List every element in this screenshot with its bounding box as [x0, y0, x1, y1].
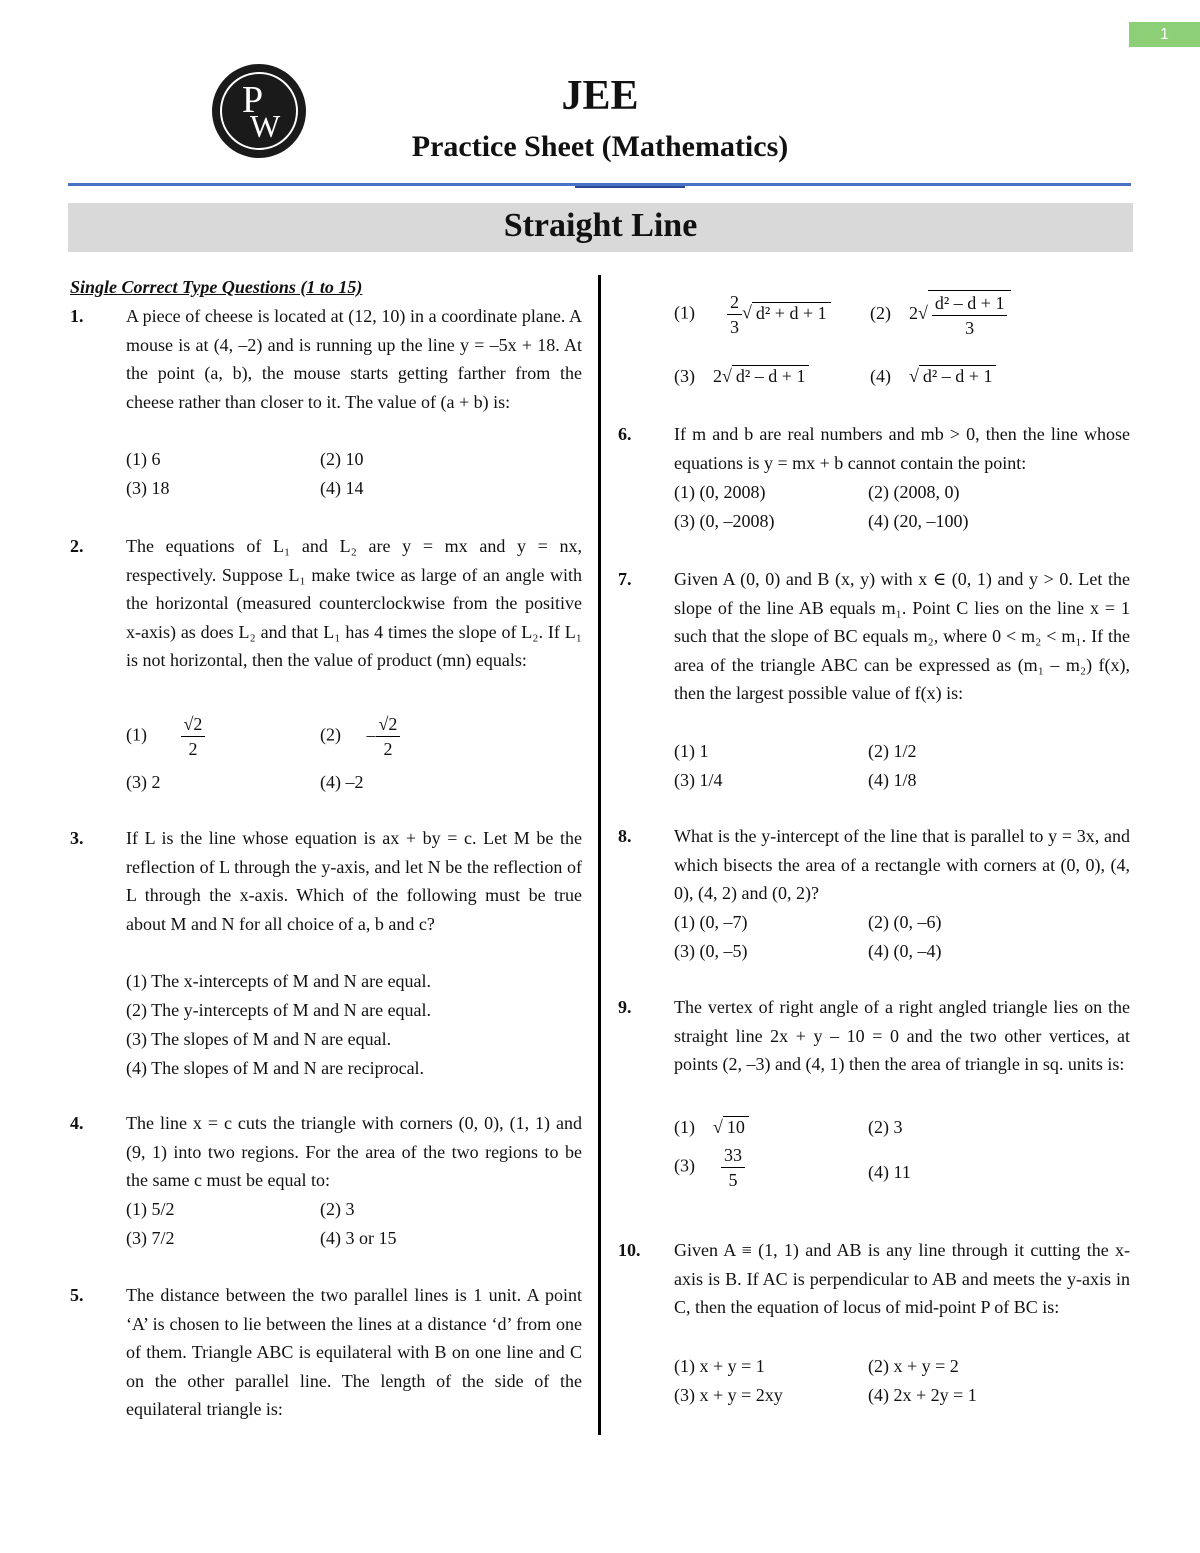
question-number: 10.	[618, 1240, 641, 1260]
question-10	[618, 1236, 1130, 1405]
question-9	[618, 993, 1130, 1190]
question-number: 9.	[618, 997, 632, 1017]
option-2: (2) 3	[868, 1117, 903, 1137]
logo-letter-w: W	[250, 108, 281, 144]
question-number: 3.	[70, 828, 84, 848]
question-text: The line x = c cuts the triangle with corners (0, 0), (1, 1) and (9, 1) into two regions. For the area of the two regions to be the same c must be equal to:	[126, 1113, 582, 1191]
option-4: (4) (0, –4)	[868, 941, 942, 961]
option-3: (3) 18	[126, 478, 170, 498]
question-text: A piece of cheese is located at (12, 10) in a coordinate plane. A mouse is at (4, –2) and is running up the line y = –5x + 18. At the point (a, b), the mouse starts getting farther from the cheese rather than closer to it. The value of (a + b) is:	[126, 306, 582, 412]
option-2: (2) (2008, 0)	[868, 482, 960, 502]
question-text: Given A ≡ (1, 1) and AB is any line through it cutting the x-axis is B. If AC is perpendicular to AB and meets the y-axis in C, then the equation of locus of mid-point P of BC is:	[674, 1240, 1130, 1318]
option-2: (2) (0, –6)	[868, 912, 942, 932]
column-divider	[598, 275, 601, 1435]
question-text: Given A (0, 0) and B (x, y) with x ∈ (0, 1) and y > 0. Let the slope of the line AB equals m₁. Point C lies on the line x = 1 such that the slope of BC equals m₂, where 0 < m₂ < m₁. If the area of the triangle ABC can be expressed as (m₁ – m₂) f(x), then the largest possible value of f(x) is:	[674, 569, 1130, 704]
option-2: (2) 2√ $\frac{\text{d² – d + 1}}{3}$	[870, 290, 1011, 340]
question-1	[70, 302, 582, 498]
option-4: (4) 1/8	[868, 770, 917, 790]
option-4: (4) 2x + 2y = 1	[868, 1385, 977, 1405]
option-1: (1) (0, 2008)	[674, 482, 766, 502]
option-1: (1) 1	[674, 741, 709, 761]
option-3: (3) 1/4	[674, 770, 723, 790]
question-4	[70, 1109, 582, 1248]
option-1: (1) $\frac{2}{3}$ √ d² + d + 1	[674, 290, 831, 339]
question-text: If m and b are real numbers and mb > 0, then the line whose equations is y = mx + b cannot contain the point:	[674, 424, 1130, 473]
option-4: (4) 11	[868, 1162, 911, 1182]
question-text: The distance between the two parallel lines is 1 unit. A point ‘A’ is chosen to lie between the lines at a distance ‘d’ from one of them. Triangle ABC is equilateral with B on one line and C on the other parallel line. The length of the side of the equilateral triangle is:	[126, 1285, 582, 1420]
question-number: 8.	[618, 826, 632, 846]
exam-title: JEE	[561, 73, 639, 119]
option-2: (2) 10	[320, 449, 364, 469]
page-number: 1	[1129, 22, 1200, 47]
question-number: 6.	[618, 424, 632, 444]
option-3: (3) x + y = 2xy	[674, 1385, 783, 1405]
logo-letter-p: P	[242, 79, 264, 121]
question-8	[618, 822, 1130, 961]
option-2: (2) 3	[320, 1199, 355, 1219]
option-1: (1) x + y = 1	[674, 1356, 765, 1376]
option-2: (2) The y-intercepts of M and N are equal.	[126, 1000, 432, 1020]
option-3: (3) (0, –5)	[674, 941, 748, 961]
question-text: What is the y-intercept of the line that is parallel to y = 3x, and which bisects the area of a rectangle with corners at (0, 0), (4, 0), (4, 2) and (0, 2)?	[674, 826, 1130, 904]
question-7	[618, 565, 1130, 790]
header-rule-accent	[575, 186, 685, 188]
option-4: (4) √ d² – d + 1	[870, 362, 996, 391]
option-2: (2) – $\frac{√2}{2}$	[320, 712, 400, 761]
question-number: 7.	[618, 569, 632, 589]
question-number: 2.	[70, 536, 84, 556]
question-number: 1.	[70, 306, 84, 326]
option-1: (1) $\frac{√2}{2}$	[126, 712, 205, 761]
sheet-title: Practice Sheet (Mathematics)	[411, 130, 789, 163]
question-3	[70, 824, 582, 1078]
option-3: (3) The slopes of M and N are equal.	[126, 1029, 392, 1049]
option-1: (1) The x-intercepts of M and N are equal.	[126, 971, 432, 991]
question-number: 5.	[70, 1285, 84, 1305]
option-2: (2) 1/2	[868, 741, 917, 761]
section-heading: Single Correct Type Questions (1 to 15)	[70, 277, 363, 297]
option-3: (3) 7/2	[126, 1228, 175, 1248]
option-4: (4) (20, –100)	[868, 511, 969, 531]
chapter-title: Straight Line	[68, 203, 1133, 252]
option-4: (4) The slopes of M and N are reciprocal.	[126, 1058, 425, 1078]
option-1: (1) (0, –7)	[674, 912, 748, 932]
option-4: (4) –2	[320, 772, 364, 792]
question-5	[70, 1281, 582, 1424]
option-1: (1) 6	[126, 449, 161, 469]
option-3: (3) $\frac{33}{5}$	[674, 1143, 745, 1192]
question-6	[618, 420, 1130, 531]
option-1: (1) √ 10	[674, 1113, 749, 1142]
option-2: (2) x + y = 2	[868, 1356, 959, 1376]
question-2	[70, 532, 582, 792]
option-4: (4) 3 or 15	[320, 1228, 397, 1248]
question-text: If L is the line whose equation is ax + by = c. Let M be the reflection of L through the y-axis, and let N be the reflection of L through the x-axis. Which of the following must be true about M and N for all choice of a, b and c?	[126, 828, 582, 934]
option-3: (3) (0, –2008)	[674, 511, 775, 531]
question-text: The vertex of right angle of a right angled triangle lies on the straight line 2x + y – 10 = 0 and the two other vertices, at points (2, –3) and (4, 1) then the area of triangle in sq. units is:	[674, 997, 1130, 1075]
option-3: (3) 2√ d² – d + 1	[674, 362, 809, 391]
question-text: The equations of L₁ and L₂ are y = mx and y = nx, respectively. Suppose L₁ make twice as large of an angle with the horizontal (measured counterclockwise from the positive x-axis) as does L₂ and that L₁ has 4 times the slope of L₂. If L₁ is not horizontal, then the value of product (mn) equals:	[126, 536, 582, 671]
option-4: (4) 14	[320, 478, 364, 498]
option-3: (3) 2	[126, 772, 161, 792]
question-number: 4.	[70, 1113, 84, 1133]
option-1: (1) 5/2	[126, 1199, 175, 1219]
